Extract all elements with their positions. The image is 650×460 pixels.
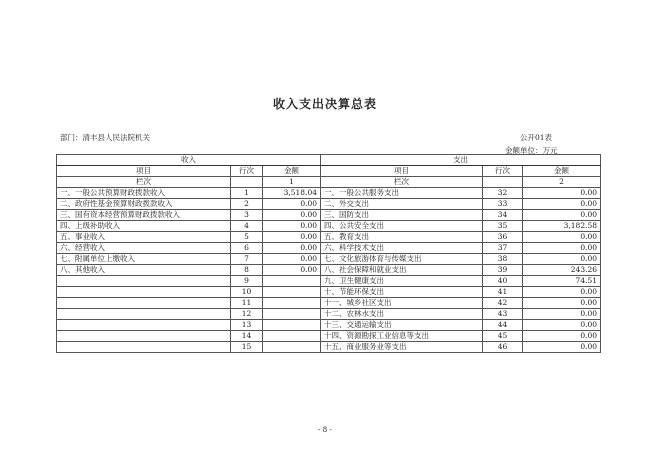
income-line-cell: 10 (231, 287, 263, 298)
page-number: - 8 - (318, 426, 332, 434)
income-amount-cell: 0.00 (263, 199, 321, 210)
table-row (57, 243, 601, 254)
expense-item-cell: 五、教育支出 (321, 232, 483, 243)
income-column-number: 1 (263, 177, 321, 188)
expense-line-cell: 32 (483, 188, 523, 199)
expense-column-label: 栏次 (321, 177, 483, 188)
group-header-row (57, 155, 601, 166)
income-item-cell (57, 331, 231, 342)
expense-amount-cell: 74.51 (523, 276, 601, 287)
table-row (57, 320, 601, 331)
income-item-cell: 四、上级补助收入 (57, 221, 231, 232)
expense-amount-cell: 0.00 (523, 188, 601, 199)
expense-item-cell: 四、公共安全支出 (321, 221, 483, 232)
expense-line-cell: 36 (483, 232, 523, 243)
income-line-cell: 4 (231, 221, 263, 232)
expense-line-cell: 34 (483, 210, 523, 221)
income-amount-cell (263, 342, 321, 353)
expense-item-cell: 十四、资源勘探工业信息等支出 (321, 331, 483, 342)
expense-line-cell: 33 (483, 199, 523, 210)
table-row (57, 188, 601, 199)
income-item-header: 项目 (57, 166, 231, 177)
expense-item-cell: 六、科学技术支出 (321, 243, 483, 254)
income-line-header: 行次 (231, 166, 263, 177)
income-group-header: 收入 (57, 155, 321, 166)
department-label: 部门：清丰县人民法院机关 (60, 133, 150, 142)
expense-amount-cell: 0.00 (523, 342, 601, 353)
table-row (57, 254, 601, 265)
income-expense-table (56, 154, 601, 353)
expense-item-header: 项目 (321, 166, 483, 177)
expense-line-cell: 43 (483, 309, 523, 320)
expense-line-cell: 46 (483, 342, 523, 353)
expense-amount-cell: 0.00 (523, 331, 601, 342)
income-line-cell: 1 (231, 188, 263, 199)
expense-amount-cell: 0.00 (523, 298, 601, 309)
income-amount-cell: 0.00 (263, 210, 321, 221)
income-amount-header: 金额 (263, 166, 321, 177)
empty-cell (483, 177, 523, 188)
expense-item-cell: 一、一般公共服务支出 (321, 188, 483, 199)
expense-item-cell: 十三、交通运输支出 (321, 320, 483, 331)
expense-line-cell: 44 (483, 320, 523, 331)
income-item-cell (57, 298, 231, 309)
income-item-cell (57, 309, 231, 320)
expense-amount-cell: 0.00 (523, 309, 601, 320)
income-item-cell: 三、国有资本经营预算财政拨款收入 (57, 210, 231, 221)
table-row (57, 342, 601, 353)
expense-line-cell: 40 (483, 276, 523, 287)
income-amount-cell (263, 276, 321, 287)
table-row (57, 265, 601, 276)
expense-item-cell: 十五、商业服务业等支出 (321, 342, 483, 353)
income-line-cell: 5 (231, 232, 263, 243)
income-item-cell (57, 342, 231, 353)
income-amount-cell: 0.00 (263, 243, 321, 254)
income-amount-cell (263, 320, 321, 331)
income-amount-cell (263, 287, 321, 298)
unit-label: 金额单位：万元 (505, 146, 558, 155)
income-line-cell: 3 (231, 210, 263, 221)
expense-group-header: 支出 (321, 155, 601, 166)
expense-amount-cell: 243.26 (523, 265, 601, 276)
income-item-cell (57, 320, 231, 331)
table-row (57, 331, 601, 342)
table-row (57, 309, 601, 320)
expense-column-number: 2 (523, 177, 601, 188)
income-item-cell: 八、其他收入 (57, 265, 231, 276)
expense-amount-cell: 0.00 (523, 287, 601, 298)
expense-item-cell: 十二、农林水支出 (321, 309, 483, 320)
table-row (57, 199, 601, 210)
income-line-cell: 8 (231, 265, 263, 276)
expense-amount-cell: 0.00 (523, 210, 601, 221)
income-line-cell: 6 (231, 243, 263, 254)
expense-item-cell: 十、节能环保支出 (321, 287, 483, 298)
expense-item-cell: 七、文化旅游体育与传媒支出 (321, 254, 483, 265)
income-amount-cell: 0.00 (263, 265, 321, 276)
income-line-cell: 11 (231, 298, 263, 309)
expense-amount-cell: 3,182.58 (523, 221, 601, 232)
table-row (57, 210, 601, 221)
expense-line-header: 行次 (483, 166, 523, 177)
expense-item-cell: 三、国防支出 (321, 210, 483, 221)
income-line-cell: 13 (231, 320, 263, 331)
table-row (57, 232, 601, 243)
empty-cell (231, 177, 263, 188)
expense-item-cell: 十一、城乡社区支出 (321, 298, 483, 309)
expense-amount-cell: 0.00 (523, 232, 601, 243)
expense-item-cell: 二、外交支出 (321, 199, 483, 210)
expense-line-cell: 35 (483, 221, 523, 232)
expense-line-cell: 42 (483, 298, 523, 309)
income-item-cell: 二、政府性基金预算财政拨款收入 (57, 199, 231, 210)
income-item-cell: 七、附属单位上缴收入 (57, 254, 231, 265)
expense-amount-cell: 0.00 (523, 243, 601, 254)
income-item-cell: 五、事业收入 (57, 232, 231, 243)
column-number-row (57, 177, 601, 188)
column-header-row (57, 166, 601, 177)
income-amount-cell: 3,518.04 (263, 188, 321, 199)
income-item-cell (57, 276, 231, 287)
income-amount-cell: 0.00 (263, 232, 321, 243)
expense-item-cell: 九、卫生健康支出 (321, 276, 483, 287)
expense-amount-cell: 0.00 (523, 254, 601, 265)
income-line-cell: 15 (231, 342, 263, 353)
table-row (57, 298, 601, 309)
income-amount-cell: 0.00 (263, 254, 321, 265)
expense-line-cell: 41 (483, 287, 523, 298)
table-row (57, 276, 601, 287)
expense-line-cell: 45 (483, 331, 523, 342)
income-item-cell: 六、经营收入 (57, 243, 231, 254)
income-amount-cell (263, 309, 321, 320)
income-line-cell: 9 (231, 276, 263, 287)
income-line-cell: 7 (231, 254, 263, 265)
income-line-cell: 2 (231, 199, 263, 210)
expense-line-cell: 38 (483, 254, 523, 265)
expense-item-cell: 八、社会保障和就业支出 (321, 265, 483, 276)
income-amount-cell: 0.00 (263, 221, 321, 232)
income-column-label: 栏次 (57, 177, 231, 188)
expense-line-cell: 39 (483, 265, 523, 276)
table-row (57, 221, 601, 232)
expense-amount-header: 金额 (523, 166, 601, 177)
income-item-cell (57, 287, 231, 298)
income-amount-cell (263, 331, 321, 342)
income-item-cell: 一、一般公共预算财政拨款收入 (57, 188, 231, 199)
page-title: 收入支出决算总表 (272, 97, 377, 111)
expense-amount-cell: 0.00 (523, 199, 601, 210)
expense-line-cell: 37 (483, 243, 523, 254)
income-line-cell: 12 (231, 309, 263, 320)
table-row (57, 287, 601, 298)
income-amount-cell (263, 298, 321, 309)
income-line-cell: 14 (231, 331, 263, 342)
expense-amount-cell: 0.00 (523, 320, 601, 331)
form-number: 公开01表 (520, 133, 553, 142)
